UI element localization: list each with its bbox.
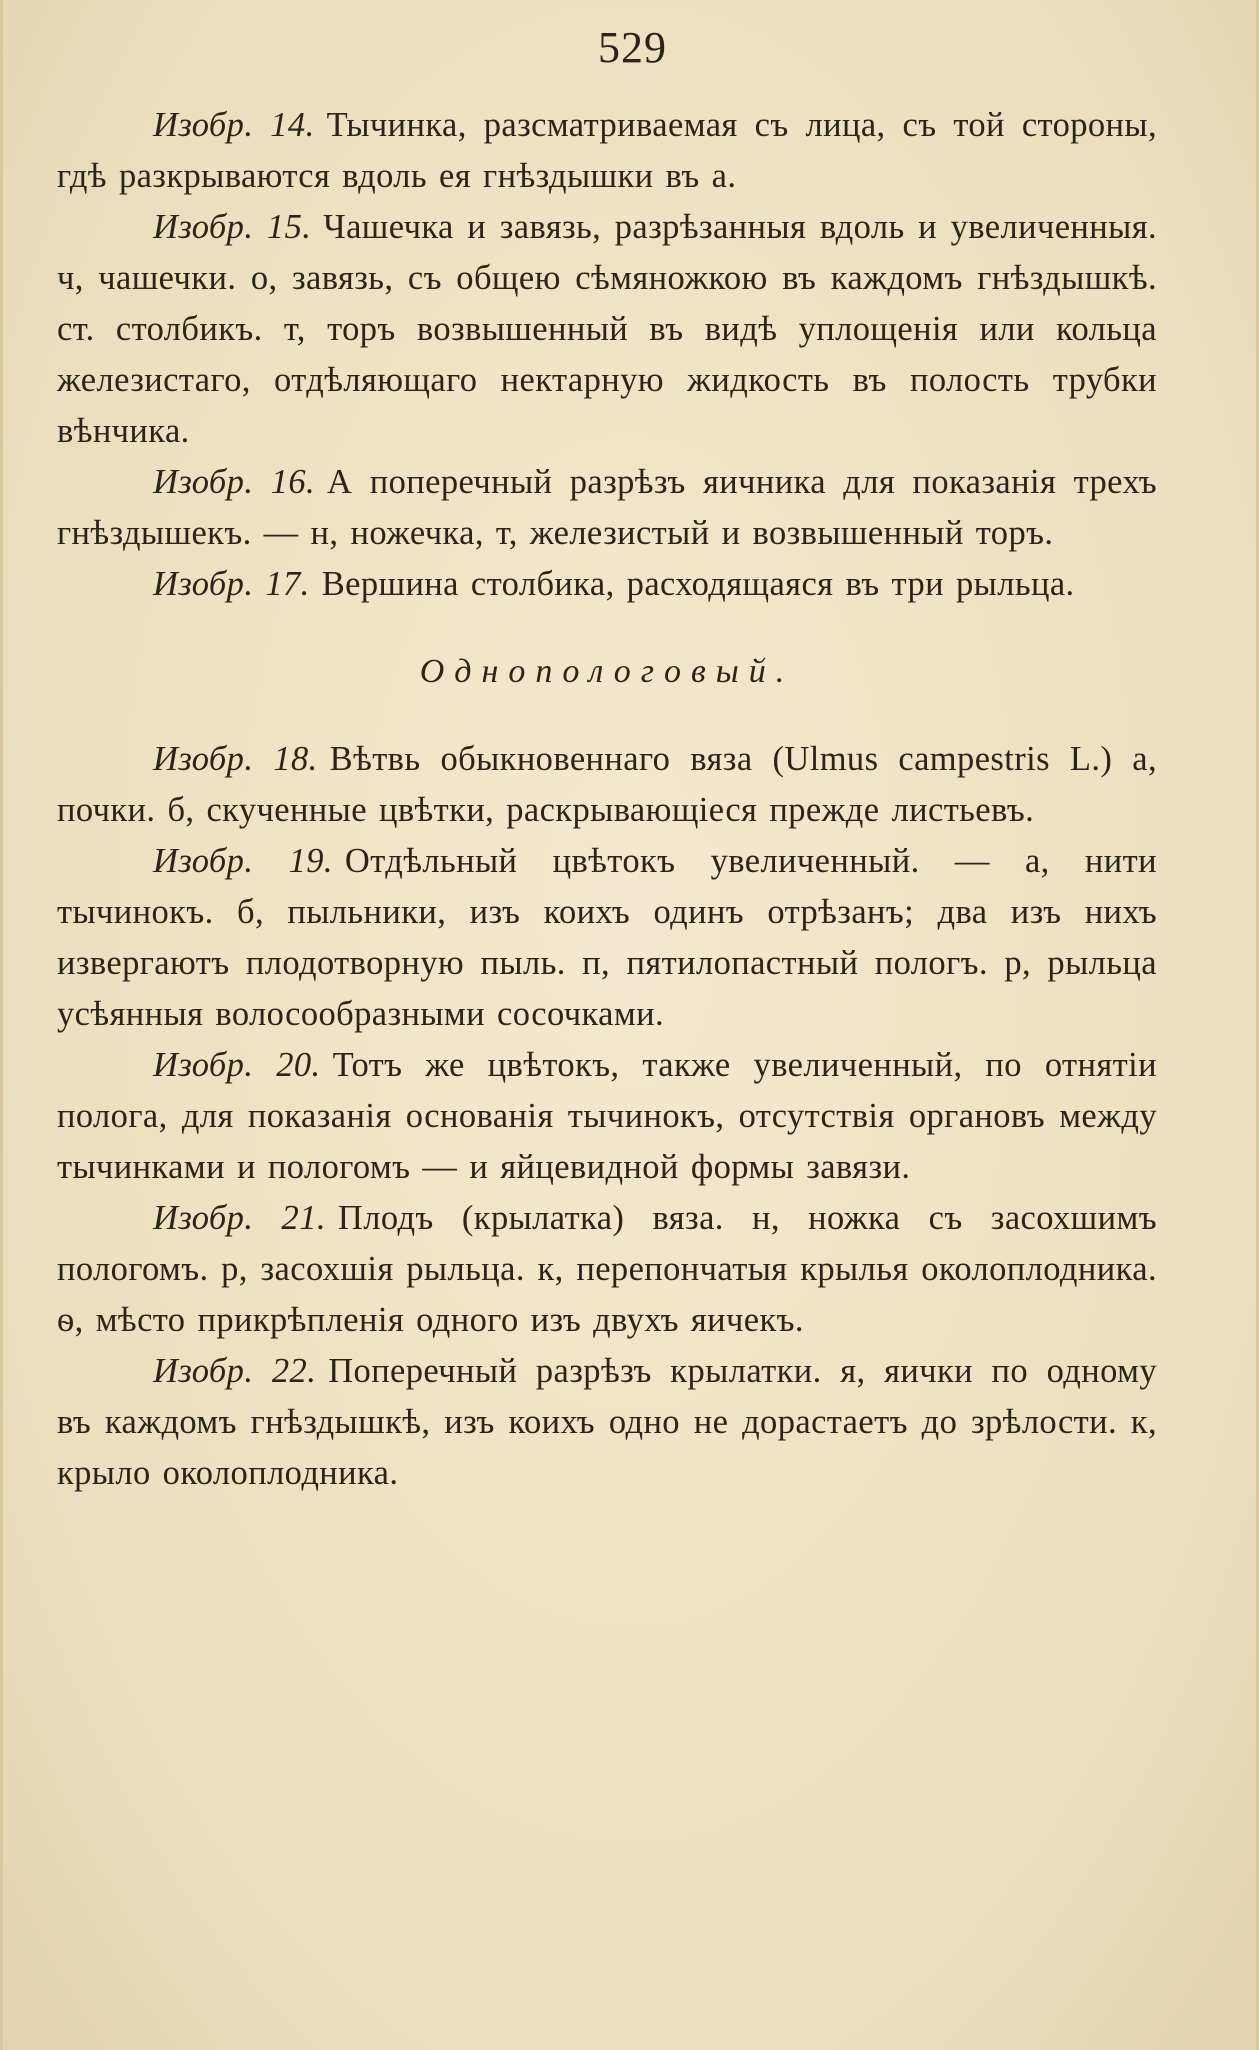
- caption-text: Плодъ (крылатка) вяза. н, ножка съ засохшимъ пологомъ. р, засохшія рыльца. к, перепончатыя крылья околоплодника. ѳ, мѣсто прикрѣпленія одного изъ двухъ яичекъ.: [57, 1199, 1157, 1339]
- figure-caption-14: [57, 100, 1157, 202]
- figure-label: Изобр. 22.: [153, 1352, 317, 1390]
- caption-text: Чашечка и завязь, разрѣзанныя вдоль и увеличенныя. ч, чашечки. о, завязь, съ общею сѣмяножкою въ каждомъ гнѣздышкѣ. ст. столбикъ. т, торъ возвышенный въ видѣ уплощенія или кольца железистаго, отдѣляющаго нектарную жидкость въ полость трубки вѣнчика.: [57, 208, 1158, 450]
- figure-label: Изобр. 19.: [153, 842, 333, 880]
- figure-label: Изобр. 14.: [153, 106, 315, 144]
- figure-caption-16: [57, 457, 1157, 559]
- figure-caption-18: [57, 734, 1157, 836]
- caption-text: Отдѣльный цвѣтокъ увеличенный. — а, нити тычинокъ. б, пыльники, изъ коихъ одинъ отрѣзанъ; два изъ нихъ извергаютъ плодотворную пыль. п, пятилопастный пологъ. р, рыльца усѣянныя волосообразными сосочками.: [57, 842, 1157, 1033]
- figure-caption-21: [57, 1193, 1157, 1346]
- caption-text: Поперечный разрѣзъ крылатки. я, яички по одному въ каждомъ гнѣздышкѣ, изъ коихъ одно не дорастаетъ до зрѣлости. к, крыло околоплодника.: [57, 1352, 1157, 1492]
- caption-text: А поперечный разрѣзъ яичника для показанія трехъ гнѣздышекъ. — н, ножечка, т, железистый и возвышенный торъ.: [57, 463, 1157, 552]
- figure-caption-17: [57, 559, 1157, 610]
- figure-label: Изобр. 20.: [153, 1046, 321, 1084]
- figure-label: Изобр. 18.: [153, 740, 318, 778]
- caption-text: Вершина столбика, расходящаяся въ три рыльца.: [321, 565, 1075, 603]
- figure-caption-15: [57, 202, 1157, 457]
- figure-label: Изобр. 17.: [153, 565, 310, 603]
- figure-caption-19: [57, 836, 1157, 1040]
- section-heading: Однопологовый.: [419, 653, 795, 690]
- page-body: [57, 100, 1157, 1499]
- page-number: 529: [598, 23, 667, 72]
- figure-caption-20: [57, 1040, 1157, 1193]
- caption-text: Тотъ же цвѣтокъ, также увеличенный, по отнятіи полога, для показанія основанія тычинокъ, отсутствія органовъ между тычинками и пологомъ — и яйцевидной формы завязи.: [57, 1046, 1157, 1186]
- caption-text: Вѣтвь обыкновеннаго вяза (Ulmus campestris L.) а, почки. б, скученные цвѣтки, раскрывающіеся прежде листьевъ.: [57, 740, 1157, 829]
- figure-label: Изобр. 21.: [153, 1199, 326, 1237]
- figure-caption-22: [57, 1346, 1157, 1499]
- figure-label: Изобр. 15.: [153, 208, 312, 246]
- caption-text: Тычинка, разсматриваемая съ лица, съ той стороны, гдѣ разкрываются вдоль ея гнѣздышки въ а.: [57, 106, 1157, 195]
- figure-label: Изобр. 16.: [153, 463, 316, 501]
